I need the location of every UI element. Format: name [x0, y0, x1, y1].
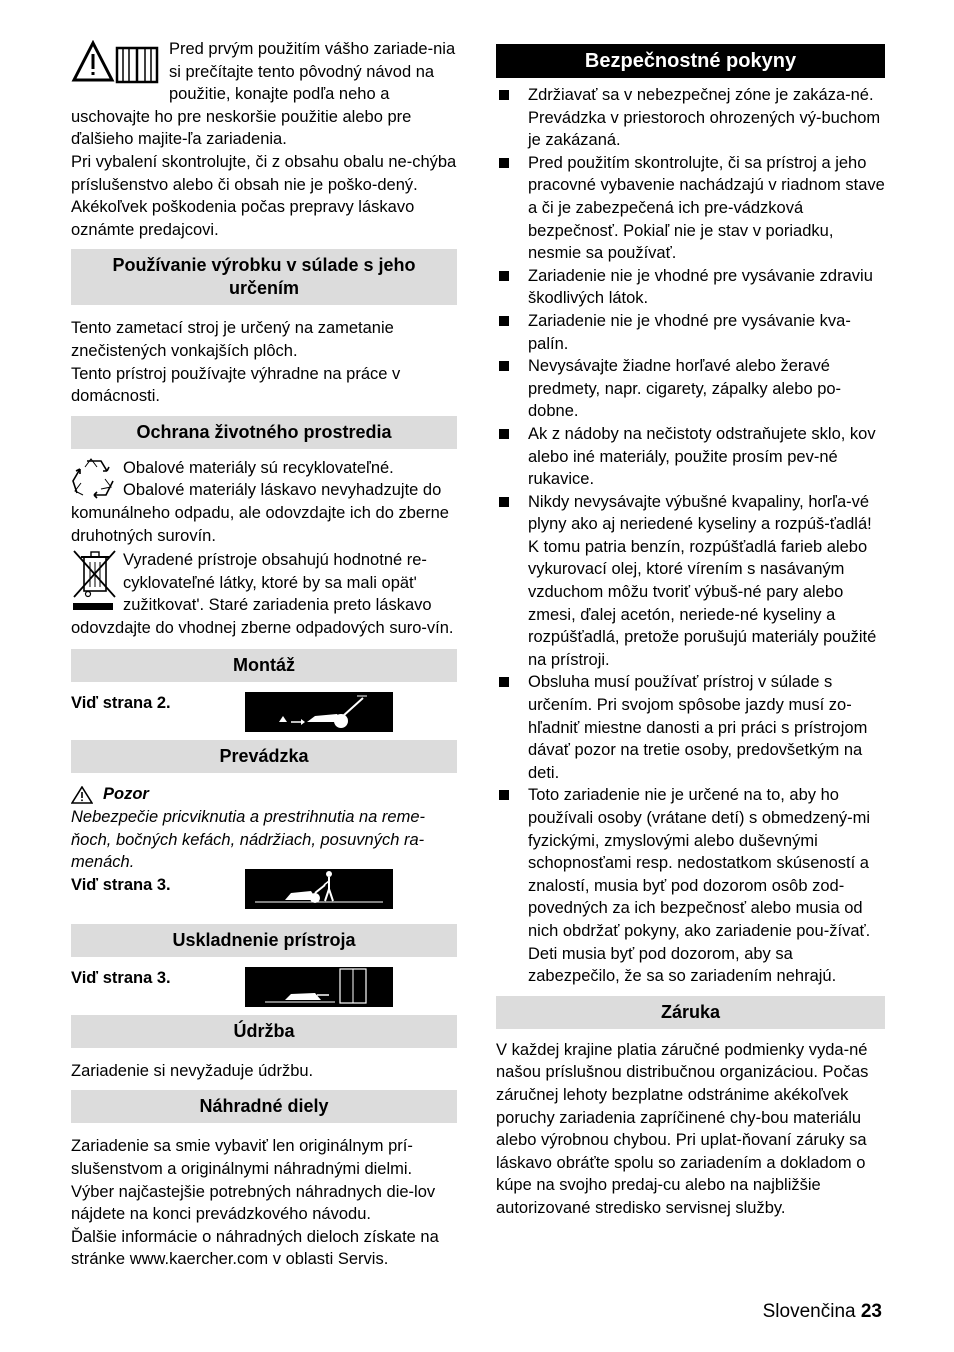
env-paragraph-2: Vyradené prístroje obsahujú hodnotné re-cyklovateľné látky, ktoré by sa mali opät' zužitkovat'. Staré zariadenia preto láskavo odovzdajte do vhodnej zberne odpadových suro-vín. — [71, 551, 454, 637]
intro-paragraph-1: Pred prvým použitím vášho zariade-nia si prečítajte tento pôvodný návod na použitie, konajte podľa neho a uschovajte ho pre neskoršie použitie alebo pre ďalšieho majite-ľa zariadenia. — [71, 40, 456, 149]
footer-language: Slovenčina — [762, 1301, 856, 1322]
safety-item: Nevysávajte žiadne horľavé alebo žeravé predmety, napr. cigarety, zápalky alebo po-dobne. — [496, 355, 885, 423]
safety-section-title: Bezpečnostné pokyny — [496, 44, 885, 78]
warning-title: Pozor — [103, 785, 149, 804]
parts-paragraph-1: Zariadenie sa smie vybaviť len originálnym prí-slušenstvom a originálnymi náhradnými dielmi. Výber najčastejšie potrebných náhradnych die-lov nájdete na konci prevádzkového návodu. — [71, 1137, 436, 1224]
safety-item: Toto zariadenie nie je určené na to, aby ho používali osoby (vrátane detí) s obmedzený-mi fyzickými, zmyslovými alebo duševnými schopnosťami resp. nedostatkom skúseností a znalostí, musia byť pod dozorom osôb zod-povedných za ich bezpečnosť alebo musia od nich obdržať pokyny, ako zariadenie pou-žívať. Deti musia byť pod dozorom, aby sa zabezpečilo, že sa so zariadením nehrajú. — [496, 784, 885, 987]
intro-paragraph-2: Pri vybalení skontrolujte, či z obsahu obalu ne-chýba príslušenstvo alebo či obsah nie je poško-dený. Akékoľvek poškodenia počas prepravy láskavo oznámte predajcovi. — [71, 152, 457, 239]
operation-see-link: Viď strana 3. — [71, 875, 171, 894]
warning-icon — [71, 786, 93, 804]
use-paragraph-2: Tento prístroj používajte výhradne na práce v domácnosti. — [71, 364, 401, 406]
crossed-bin-icon — [71, 549, 119, 611]
maintenance-text: Zariadenie si nevyžaduje údržbu. — [71, 1061, 314, 1080]
parts-paragraph-2: Ďalšie informácie o náhradných dieloch získate na stránke www.kaercher.com v oblasti Servis. — [71, 1227, 439, 1269]
assembly-section-title: Montáž — [71, 649, 457, 682]
warranty-section-title: Záruka — [496, 996, 885, 1029]
safety-item: Obsluha musí používať prístroj v súlade s určením. Pri svojom spôsobe jazdy musí zo-hľadniť miestne danosti a pri práci s prístrojom dávať pozor na tretie osoby, predovšetkým na deti. — [496, 671, 885, 784]
safety-item: Zariadenie nie je vhodné pre vysávanie zdraviu škodlivých látok. — [496, 265, 885, 310]
parts-section-title: Náhradné diely — [71, 1090, 457, 1123]
safety-item: Zariadenie nie je vhodné pre vysávanie kva-palín. — [496, 310, 885, 355]
operation-illustration — [245, 869, 393, 909]
right-column — [496, 44, 885, 1220]
operation-see-row — [71, 874, 457, 914]
storage-see-link: Viď strana 3. — [71, 968, 171, 987]
recycle-icon — [71, 457, 119, 501]
safety-list — [496, 84, 885, 988]
assembly-illustration — [245, 692, 393, 732]
left-column — [71, 38, 457, 1271]
assembly-see-link: Viď strana 2. — [71, 694, 171, 713]
safety-item: Pred použitím skontrolujte, či sa prístroj a jeho pracovné vybavenie nachádzajú v riadnom stave a či je zabezpečená ich pre-vádzková bezpečnosť. Pokiaľ nie je stav v poriadku, nesmie sa používať. — [496, 152, 885, 265]
maintenance-section-title: Údržba — [71, 1015, 457, 1048]
storage-section-title: Uskladnenie prístroja — [71, 924, 457, 957]
safety-item: Ak z nádoby na nečistoty odstraňujete sklo, kov alebo iné materiály, použite prosím pev-né rukavice. — [496, 423, 885, 491]
operation-section-title: Prevádzka — [71, 740, 457, 773]
page-footer — [763, 1301, 882, 1324]
safety-item: Zdržiavať sa v nebezpečnej zóne je zakáza-né. Prevádzka v priestoroch ohrozených vý-buchom je zakázaná. — [496, 84, 885, 152]
storage-illustration — [245, 967, 393, 1007]
env-paragraph-1: Obalové materiály sú recyklovateľné. Obalové materiály láskavo nevyhadzujte do komunálneho odpadu, ale odovzdajte ich do zberne druhotných surovín. — [71, 458, 449, 545]
use-section-title: Používanie výrobku v súlade s jeho určením — [71, 249, 457, 305]
warning-text: Nebezpečie pricviknutia a prestrihnutia na reme-ňoch, bočných kefách, nádržiach, posuvných ra-menách. — [71, 808, 426, 872]
env-section-title: Ochrana životného prostredia — [71, 416, 457, 449]
storage-see-row — [71, 967, 457, 1007]
warranty-text: V každej krajine platia záručné podmienky vyda-né našou príslušnou distribučnou organizáciou. Počas záručnej lehoty bezplatne odstránime akékoľvek poruchy zariadenia zapríčinené chy-bou materiálu alebo výrobnou chybou. Pri uplat-ňovaní záruky sa láskavo obráťte spolu so zariadením a dokladom o kúpe na svojho predaj-cu alebo na najbližšie autorizované stredisko servisnej služby. — [496, 1040, 869, 1217]
warning-manual-icon — [71, 40, 163, 84]
page-number: 23 — [860, 1301, 882, 1322]
assembly-see-row — [71, 692, 457, 732]
safety-item: Nikdy nevysávajte výbušné kvapaliny, horľa-vé plyny ako aj neriedené kyseliny a rozpúš-ťadlá! K tomu patria benzín, rozpúšťadlá farieb alebo vykurovací olej, ktoré vírením s nasávaným vzduchom môžu tvoriť výbuš-né pary alebo zmesi, ďalej acetón, neriede-né kyseliny a rozpúšťadlá, pretože porušujú materiály použité na prístroji. — [496, 491, 885, 672]
use-paragraph-1: Tento zametací stroj je určený na zametanie znečistených vonkajších plôch. — [71, 319, 394, 360]
